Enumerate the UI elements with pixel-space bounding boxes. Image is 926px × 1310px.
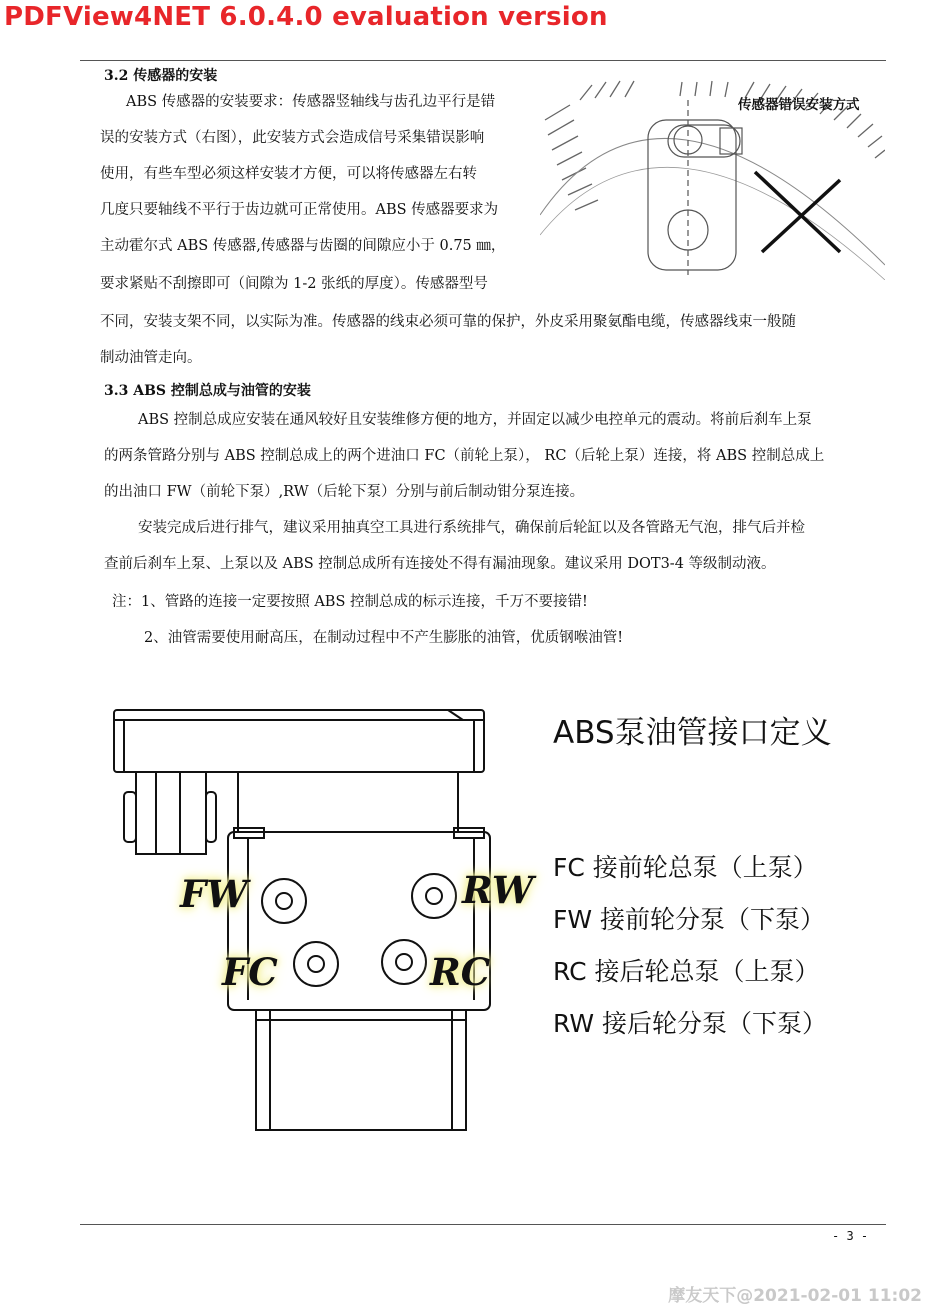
port-fittings [262, 874, 456, 986]
sensor-text-line: 不同，安装支架不同，以实际为准。传感器的线束必须可靠的保护，外皮采用聚氨酯电缆，传感器线束一般随 [100, 314, 796, 330]
header-rule [80, 60, 886, 61]
port-definition-fc: FC 接前轮总泵（上泵） [553, 853, 818, 882]
port-label-fc: FC [222, 950, 278, 994]
sensor-figure-caption: 传感器错误安装方式 [738, 97, 860, 113]
timestamp-stamp: 摩友天下@2021-02-01 11:02 [668, 1286, 922, 1306]
port-definition-rw: RW 接后轮分泵（下泵） [553, 1009, 828, 1038]
bleed-line: 安装完成后进行排气，建议采用抽真空工具进行系统排气，确保前后轮缸以及各管路无气泡，排气后并检 [138, 520, 805, 536]
sensor-body [648, 100, 742, 275]
abs-install-line: 的出油口 FW（前轮下泵）,RW（后轮下泵）分别与前后制动钳分泵连接。 [104, 484, 585, 500]
sensor-text-line: 主动霍尔式 ABS 传感器,传感器与齿圈的间隙应小于 0.75 ㎜， [100, 238, 506, 254]
footer-rule [80, 1224, 886, 1225]
sensor-text-line: 几度只要轴线不平行于齿边就可正常使用。ABS 传感器要求为 [100, 202, 499, 218]
bleed-line: 查前后刹车上泵、上泵以及 ABS 控制总成所有连接处不得有漏油现象。建议采用 DOT3-4 等级制动液。 [104, 556, 776, 572]
port-label-fw: FW [180, 872, 248, 916]
port-definition-title: ABS泵油管接口定义 [553, 715, 832, 751]
section-3-3-title: 3.3 ABS 控制总成与油管的安装 [104, 383, 311, 399]
abs-install-line: ABS 控制总成应安装在通风较好且安装维修方便的地方，并固定以减少电控单元的震动。将前后刹车上泵 [138, 412, 812, 428]
port-definition-rc: RC 接后轮总泵（上泵） [553, 957, 820, 986]
evaluation-watermark: PDFView4NET 6.0.4.0 evaluation version [4, 2, 608, 32]
page-number: - 3 - [832, 1229, 869, 1243]
note-2: 2、油管需要使用耐高压，在制动过程中不产生膨胀的油管，优质钢喉油管! [144, 630, 624, 646]
sensor-text-line: 制动油管走向。 [100, 350, 202, 366]
note-1: 注：1、管路的连接一定要按照 ABS 控制总成的标示连接，千万不要接错! [112, 594, 588, 610]
abs-pump-drawing [108, 700, 548, 1140]
sensor-text-line: 误的安装方式（右图），此安装方式会造成信号采集错误影响 [100, 130, 485, 146]
section-3-2-title: 3.2 传感器的安装 [104, 68, 218, 84]
sensor-text-line: 使用，有些车型必须这样安装才方便，可以将传感器左右转 [100, 166, 477, 182]
sensor-text-line: 要求紧贴不刮擦即可（间隙为 1-2 张纸的厚度）。传感器型号 [100, 276, 488, 292]
sensor-text-line: ABS 传感器的安装要求：传感器竖轴线与齿孔边平行是错 [126, 94, 496, 110]
port-label-rc: RC [430, 950, 491, 994]
port-label-rw: RW [462, 868, 534, 912]
abs-install-line: 的两条管路分别与 ABS 控制总成上的两个进油口 FC（前轮上泵）， RC（后轮上泵）连接，将 ABS 控制总成上 [104, 448, 825, 464]
port-definition-fw: FW 接前轮分泵（下泵） [553, 905, 826, 934]
